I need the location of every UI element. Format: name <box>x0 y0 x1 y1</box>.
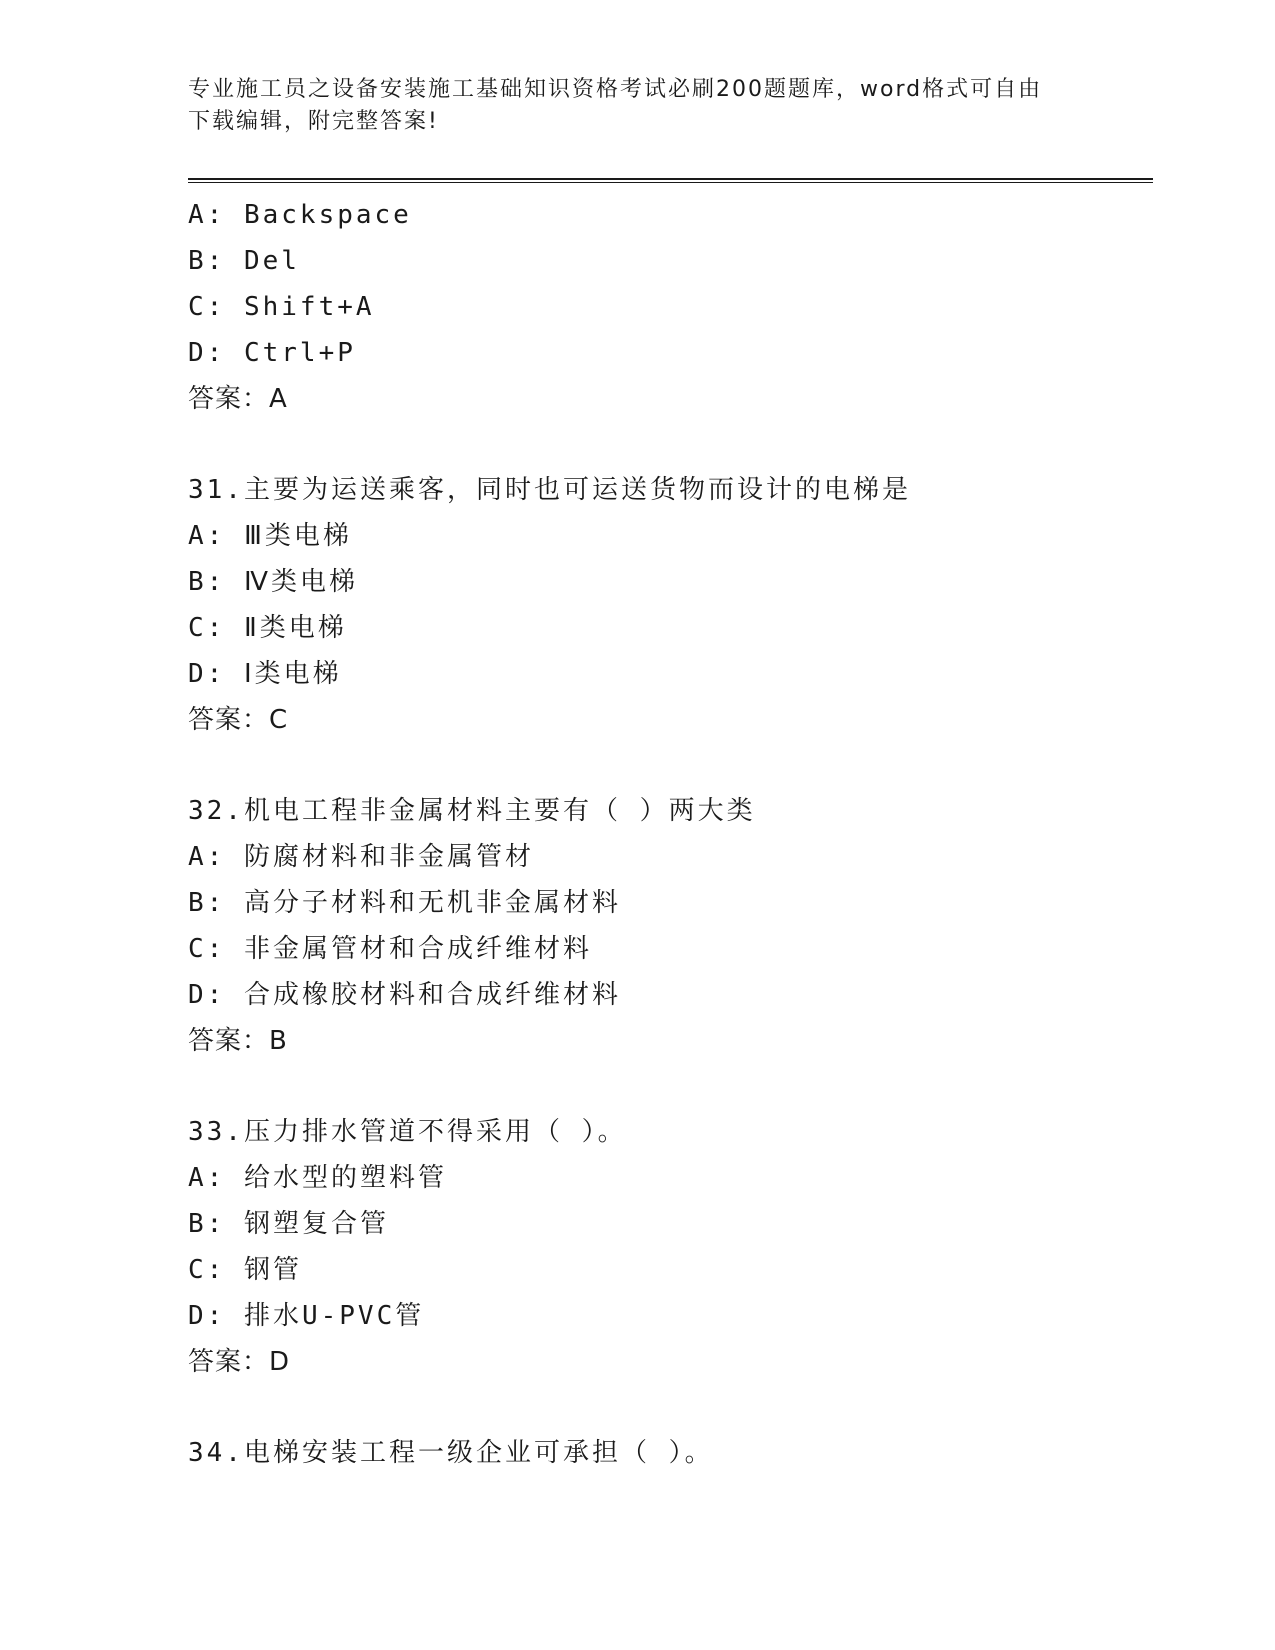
option-d: D: Ctrl+P <box>188 338 356 368</box>
option-b: B: 钢塑复合管 <box>188 1209 389 1239</box>
question-stem: 31.主要为运送乘客，同时也可运送货物而设计的电梯是 <box>188 475 911 505</box>
option-a: A: 给水型的塑料管 <box>188 1163 447 1193</box>
question-stem: 32.机电工程非金属材料主要有（ ）两大类 <box>188 796 756 826</box>
option-c: C: Shift+A <box>188 292 375 322</box>
spacer <box>188 1064 1148 1109</box>
option-d: D: 合成橡胶材料和合成纤维材料 <box>188 980 621 1010</box>
spacer <box>188 743 1148 788</box>
spacer <box>188 422 1148 467</box>
document-header <box>188 74 1088 138</box>
option-b: B: Del <box>188 246 300 276</box>
option-a: A: Ⅲ类电梯 <box>188 521 352 551</box>
option-b: B: 高分子材料和无机非金属材料 <box>188 888 621 918</box>
question-block-30 <box>188 192 1148 422</box>
option-c: C: 钢管 <box>188 1255 302 1285</box>
question-stem: 33.压力排水管道不得采用（ ）。 <box>188 1117 627 1147</box>
question-stem: 34.电梯安装工程一级企业可承担（ ）。 <box>188 1438 714 1468</box>
answer-line: 答案：D <box>188 1347 291 1377</box>
option-a: A: 防腐材料和非金属管材 <box>188 842 534 872</box>
question-block-34 <box>188 1430 1148 1476</box>
option-a: A: Backspace <box>188 200 412 230</box>
answer-line: 答案：B <box>188 1026 288 1056</box>
answer-line: 答案：C <box>188 705 289 735</box>
spacer <box>188 1385 1148 1430</box>
option-d: D: Ⅰ类电梯 <box>188 659 342 689</box>
question-block-32 <box>188 788 1148 1064</box>
option-c: C: 非金属管材和合成纤维材料 <box>188 934 592 964</box>
question-block-33 <box>188 1109 1148 1385</box>
option-c: C: Ⅱ类电梯 <box>188 613 347 643</box>
question-list <box>188 192 1148 1476</box>
option-d: D: 排水U-PVC管 <box>188 1301 425 1331</box>
header-line-2: 下载编辑，附完整答案! <box>188 109 439 134</box>
option-b: B: Ⅳ类电梯 <box>188 567 358 597</box>
answer-line: 答案：A <box>188 384 288 414</box>
header-line-1: 专业施工员之设备安装施工基础知识资格考试必刷200题题库，word格式可自由 <box>188 77 1043 102</box>
question-block-31 <box>188 467 1148 743</box>
header-divider <box>188 178 1153 183</box>
